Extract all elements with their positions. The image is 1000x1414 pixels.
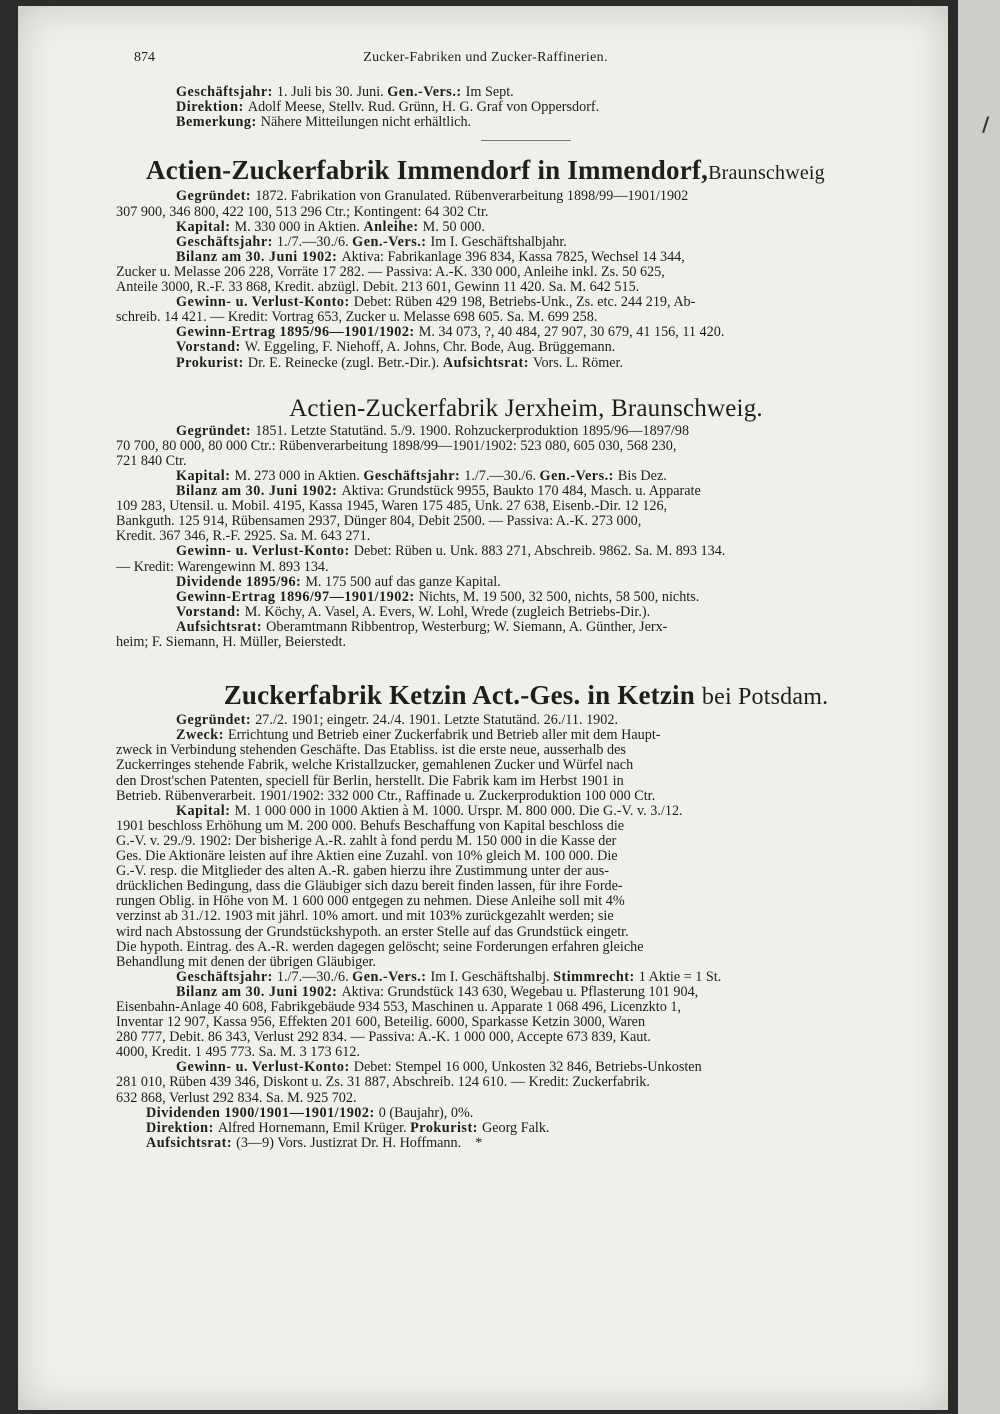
text-line: [116, 220, 936, 235]
field-value: Vors. L. Römer.: [533, 355, 624, 371]
field-value: zweck in Verbindung stehenden Geschäfte. Das Etabliss. ist die erste neue, ausserhalb des: [116, 743, 626, 759]
text-line: [116, 743, 936, 758]
field-value: 307 900, 346 800, 422 100, 513 296 Ctr.; Kontingent: 64 302 Ctr.: [116, 204, 489, 220]
field-label: Prokurist:: [410, 1120, 482, 1136]
field-value: M. 175 500 auf das ganze Kapital.: [305, 574, 501, 590]
text-line: [116, 1060, 936, 1075]
text-line: [116, 265, 936, 280]
field-value: M. 330 000 in Aktien.: [234, 219, 364, 235]
field-value: drücklichen Bedingung, dass die Gläubiger sich dazu bereit finden lassen, für ihre Forde-: [116, 879, 623, 895]
field-value: Dr. E. Reinecke (zugl. Betr.-Dir.).: [247, 355, 443, 371]
text-line: [116, 250, 936, 265]
field-value: Im I. Geschäftshalbj.: [430, 969, 554, 985]
field-value: Bis Dez.: [617, 468, 667, 484]
field-value: Errichtung und Betrieb einer Zuckerfabrik und Betrieb aller mit dem Haupt-: [227, 728, 661, 744]
field-label: Kapital:: [176, 219, 235, 235]
field-value: G.-V. v. 29./9. 1902: Der bisherige A.-R. zahlt à fond perdu M. 150 000 in die Kasse der: [116, 833, 617, 849]
field-value: 27./2. 1901; eingetr. 24./4. 1901. Letzte Statutänd. 26./11. 1902.: [255, 713, 618, 729]
text-line: [116, 804, 936, 819]
field-label: Vorstand:: [176, 604, 245, 620]
text-line: [116, 834, 936, 849]
text-line: [116, 356, 936, 371]
company-title: [116, 680, 936, 711]
text-line: [116, 424, 936, 439]
field-value: Bankguth. 125 914, Rübensamen 2937, Dünger 804, Debit 2500. — Passiva: A.-K. 273 000,: [116, 514, 642, 530]
text-line: [116, 1030, 936, 1045]
field-value: Nähere Mitteilungen nicht erhältlich.: [260, 115, 472, 131]
field-value: rungen Oblig. in Höhe von M. 1 600 000 entgegen zu nehmen. Diese Anleihe soll mit 4%: [116, 894, 625, 910]
field-label: Gegründet:: [176, 189, 256, 205]
running-title: Zucker-Fabriken und Zucker-Raffinerien.: [363, 50, 608, 65]
text-line: [116, 819, 936, 834]
field-value: Zucker u. Melasse 206 228, Vorräte 17 282. — Passiva: A.-K. 330 000, Anleihe inkl. Zs. 50 625,: [116, 264, 665, 280]
field-value: Aktiva: Fabrikanlage 396 834, Kassa 7825, Wechsel 14 344,: [341, 249, 685, 265]
company-location: bei Potsdam.: [701, 684, 829, 711]
book-page: [18, 6, 948, 1410]
text-line: [116, 590, 936, 605]
field-label: Bilanz am 30. Juni 1902:: [176, 249, 342, 265]
field-label: Direktion:: [146, 1120, 218, 1136]
field-value: G.-V. resp. die Mitglieder des alten A.-R. gaben hierzu ihre Zustimmung unter der aus-: [116, 864, 610, 880]
text-line: [116, 909, 936, 924]
field-value: Debet: Rüben 429 198, Betriebs-Unk., Zs. etc. 244 219, Ab-: [353, 295, 696, 311]
text-line: [116, 325, 936, 340]
field-label: Aufsichtsrat:: [176, 619, 267, 635]
field-label: Gegründet:: [176, 713, 256, 729]
company-name: Zuckerfabrik Ketzin Act.-Ges. in Ketzin: [223, 680, 695, 711]
text-line: [116, 529, 936, 544]
field-label: Aufsichtsrat:: [442, 355, 534, 371]
text-line: [116, 605, 936, 620]
field-value: 1851. Letzte Statutänd. 5./9. 1900. Rohzuckerproduktion 1895/96—1897/98: [255, 423, 690, 439]
field-label: Bilanz am 30. Juni 1902:: [176, 484, 342, 500]
field-value: (3—9) Vors. Justizrat Dr. H. Hoffmann.: [236, 1135, 462, 1151]
field-label: Aufsichtsrat:: [146, 1135, 237, 1151]
field-value: Behandlung mit denen der übrigen Gläubiger.: [116, 954, 377, 970]
field-value: M. 50 000.: [422, 219, 485, 235]
text-line: [116, 774, 936, 789]
field-value: schreib. 14 421. — Kredit: Vortrag 653, Zucker u. Melasse 698 605. Sa. M. 699 258.: [116, 310, 598, 326]
text-line: [116, 454, 936, 469]
field-label: Gegründet:: [176, 423, 256, 439]
text-line: [116, 864, 936, 879]
field-label: Kapital:: [176, 803, 235, 819]
text-line: [116, 789, 936, 804]
field-label: Gewinn- u. Verlust-Konto:: [176, 1060, 354, 1076]
text-line: [116, 1015, 936, 1030]
field-value: 280 777, Debit. 86 343, Verlust 292 834. — Passiva: A.-K. 1 000 000, Accepte 673 839, Kaut.: [116, 1030, 651, 1046]
field-value: Im I. Geschäftshalbjahr.: [430, 234, 567, 250]
text-line: [116, 544, 936, 559]
field-value: 281 010, Rüben 439 346, Diskont u. Zs. 31 887, Abschreib. 124 610. — Kredit: Zuckerfabrik.: [116, 1075, 650, 1091]
field-label: Gen.-Vers.:: [352, 234, 431, 250]
field-value: Alfred Hornemann, Emil Krüger.: [217, 1120, 411, 1136]
field-value: Nichts, M. 19 500, 32 500, nichts, 58 500, nichts.: [418, 589, 700, 605]
field-value: 721 840 Ctr.: [116, 453, 187, 469]
field-label: Gen.-Vers.:: [352, 969, 431, 985]
text-line: [116, 1075, 936, 1090]
footnote-mark: *: [475, 1135, 483, 1151]
field-label: Zweck:: [176, 728, 228, 744]
field-value: 0 (Baujahr), 0%.: [378, 1105, 474, 1121]
text-line: [116, 1091, 936, 1106]
text-line: [116, 499, 936, 514]
field-label: Anleihe:: [363, 219, 423, 235]
text-line: [116, 189, 936, 204]
field-value: Im Sept.: [465, 85, 514, 101]
field-value: Aktiva: Grundstück 9955, Baukto 170 484, Masch. u. Apparate: [341, 484, 701, 500]
field-label: Direktion:: [176, 100, 248, 116]
field-value: 1./7.—30./6.: [276, 234, 353, 250]
text-line: [116, 85, 936, 100]
field-label: Gewinn- u. Verlust-Konto:: [176, 544, 354, 560]
field-value: — Kredit: Warengewinn M. 893 134.: [116, 559, 329, 575]
field-label: Prokurist:: [176, 355, 248, 371]
field-value: Zuckerringes stehende Fabrik, welche Kristallzucker, gemahlenen Zucker und Würfel nach: [116, 758, 634, 774]
field-label: Stimmrecht:: [553, 969, 639, 985]
field-value: Betrieb. Rübenverarbeit. 1901/1902: 332 000 Ctr., Raffinade u. Zuckerproduktion 100 000 Ctr.: [116, 788, 656, 804]
text-line: [116, 635, 936, 650]
text-line: [116, 728, 936, 743]
field-value: Adolf Meese, Stellv. Rud. Grünn, H. G. Graf von Oppersdorf.: [247, 100, 600, 116]
company-location: Braunschweig.: [610, 394, 763, 422]
text-line: [116, 713, 936, 728]
field-value: W. Eggeling, F. Niehoff, A. Johns, Chr. Bode, Aug. Brüggemann.: [244, 340, 616, 356]
field-value: wird nach Abstossung der Grundstückshypoth. an erster Stelle auf das Grundstück eingetr.: [116, 924, 629, 940]
text-line: [116, 205, 936, 220]
text-line: [116, 925, 936, 940]
text-line: [116, 758, 936, 773]
field-value: 1./7.—30./6.: [276, 969, 353, 985]
field-label: Bilanz am 30. Juni 1902:: [176, 984, 342, 1000]
field-value: 1./7.—30./6.: [464, 468, 540, 484]
field-value: Debet: Stempel 16 000, Unkosten 32 846, Betriebs-Unkosten: [353, 1060, 702, 1076]
field-value: verzinst ab 31./12. 1903 mit jährl. 10% amort. und mit 103% zurückgezahlt werden; sie: [116, 909, 614, 925]
field-label: Kapital:: [176, 468, 235, 484]
field-label: Gewinn- u. Verlust-Konto:: [176, 295, 354, 311]
section-divider: [481, 140, 571, 141]
text-line: [116, 484, 936, 499]
text-line: [116, 340, 936, 355]
field-value: Georg Falk.: [481, 1120, 550, 1136]
field-value: M. 1 000 000 in 1000 Aktien à M. 1000. Urspr. M. 800 000. Die G.-V. v. 3./12.: [234, 803, 683, 819]
field-label: Geschäftsjahr:: [363, 468, 465, 484]
field-value: 1872. Fabrikation von Granulated. Rübenverarbeitung 1898/99—1901/1902: [255, 189, 689, 205]
text-line: [116, 560, 936, 575]
text-line: [116, 1136, 936, 1151]
text-line: [116, 235, 936, 250]
field-value: Eisenbahn-Anlage 40 608, Fabrikgebäude 934 553, Maschinen u. Apparate 1 068 496, Licenzkto 1,: [116, 999, 681, 1015]
field-label: Dividende 1895/96:: [176, 574, 306, 590]
text-line: [116, 1045, 936, 1060]
text-line: [116, 985, 936, 1000]
field-value: 4000, Kredit. 1 495 773. Sa. M. 3 173 612.: [116, 1045, 360, 1061]
adjacent-page-edge: [958, 0, 1000, 1414]
page-header: [116, 50, 936, 65]
field-value: heim; F. Siemann, H. Müller, Beierstedt.: [116, 635, 346, 650]
field-value: M. 273 000 in Aktien.: [234, 468, 364, 484]
field-value: Anteile 3000, R.-F. 33 868, Kredit. abzügl. Debit. 213 601, Gewinn 11 420. Sa. M. 642 515.: [116, 280, 640, 296]
company-entries: [116, 140, 936, 1151]
text-line: [116, 940, 936, 955]
text-line: [116, 879, 936, 894]
company-name: Actien-Zuckerfabrik Immendorf in Immendorf,: [146, 155, 709, 186]
text-line: [116, 575, 936, 590]
field-value: Die hypoth. Eintrag. des A.-R. werden dagegen gelöscht; seine Forderungen erfahren gleiche: [116, 939, 644, 955]
field-value: Aktiva: Grundstück 143 630, Wegebau u. Pflasterung 101 904,: [341, 984, 699, 1000]
text-line: [116, 115, 936, 130]
field-label: Gewinn-Ertrag 1895/96—1901/1902:: [176, 325, 419, 341]
page-content: [116, 50, 936, 1151]
text-line: [116, 1106, 936, 1121]
field-label: Bemerkung:: [176, 115, 261, 131]
text-line: [116, 280, 936, 295]
field-value: Kredit. 367 346, R.-F. 2925. Sa. M. 643 271.: [116, 529, 371, 545]
text-line: [116, 955, 936, 970]
field-value: 1901 beschloss Erhöhung um M. 200 000. Behufs Beschaffung von Kapital beschloss die: [116, 818, 625, 834]
text-line: [116, 310, 936, 325]
field-value: Inventar 12 907, Kassa 956, Effekten 201 600, Beteilig. 6000, Sparkasse Ketzin 3000, Waren: [116, 1015, 646, 1031]
text-line: [116, 1121, 936, 1136]
company-title: [116, 394, 936, 422]
field-value: 70 700, 80 000, 80 000 Ctr.: Rübenverarbeitung 1898/99—1901/1902: 523 080, 605 030, 568 230,: [116, 438, 677, 454]
text-line: [116, 295, 936, 310]
intro-block: [116, 85, 936, 130]
field-value: M. Köchy, A. Vasel, A. Evers, W. Lohl, Wrede (zugleich Betriebs-Dir.).: [244, 604, 651, 620]
text-line: [116, 1000, 936, 1015]
field-value: 1. Juli bis 30. Juni.: [276, 85, 388, 101]
field-label: Gewinn-Ertrag 1896/97—1901/1902:: [176, 589, 419, 605]
text-line: [116, 514, 936, 529]
text-line: [116, 970, 936, 985]
field-value: den Drost'schen Patenten, speciell für Berlin, herstellt. Die Fabrik kam im Herbst 1901 in: [116, 773, 624, 789]
adjacent-page-mark: /: [982, 112, 990, 136]
field-label: Gen.-Vers.:: [539, 468, 618, 484]
field-label: Geschäftsjahr:: [176, 969, 277, 985]
field-value: 1 Aktie = 1 St.: [638, 969, 722, 985]
field-label: Geschäftsjahr:: [176, 85, 277, 101]
text-line: [116, 620, 936, 635]
field-label: Dividenden 1900/1901—1901/1902:: [146, 1105, 379, 1121]
text-line: [116, 849, 936, 864]
field-label: Gen.-Vers.:: [387, 85, 466, 101]
field-value: 632 868, Verlust 292 834. Sa. M. 925 702.: [116, 1090, 357, 1106]
text-line: [116, 469, 936, 484]
text-line: [116, 100, 936, 115]
field-value: Ges. Die Aktionäre leisten auf ihre Aktien eine Zuzahl. von 10% gleich M. 100 000. Die: [116, 849, 618, 865]
company-title: [146, 155, 936, 186]
field-label: Vorstand:: [176, 340, 245, 356]
company-name: Actien-Zuckerfabrik Jerxheim,: [289, 394, 605, 422]
field-value: Oberamtmann Ribbentrop, Westerburg; W. Siemann, A. Günther, Jerx-: [266, 619, 668, 635]
field-label: Geschäftsjahr:: [176, 234, 277, 250]
field-value: Debet: Rüben u. Unk. 883 271, Abschreib. 9862. Sa. M. 893 134.: [353, 544, 726, 560]
page-number: 874: [134, 50, 155, 65]
text-line: [116, 439, 936, 454]
field-value: 109 283, Utensil. u. Mobil. 4195, Kassa 1945, Waren 175 485, Unk. 27 638, Eisenb.-Dir. 12 126,: [116, 499, 668, 515]
text-line: [116, 894, 936, 909]
field-value: M. 34 073, ?, 40 484, 27 907, 30 679, 41 156, 11 420.: [418, 325, 725, 341]
company-location: Braunschweig: [708, 162, 825, 185]
